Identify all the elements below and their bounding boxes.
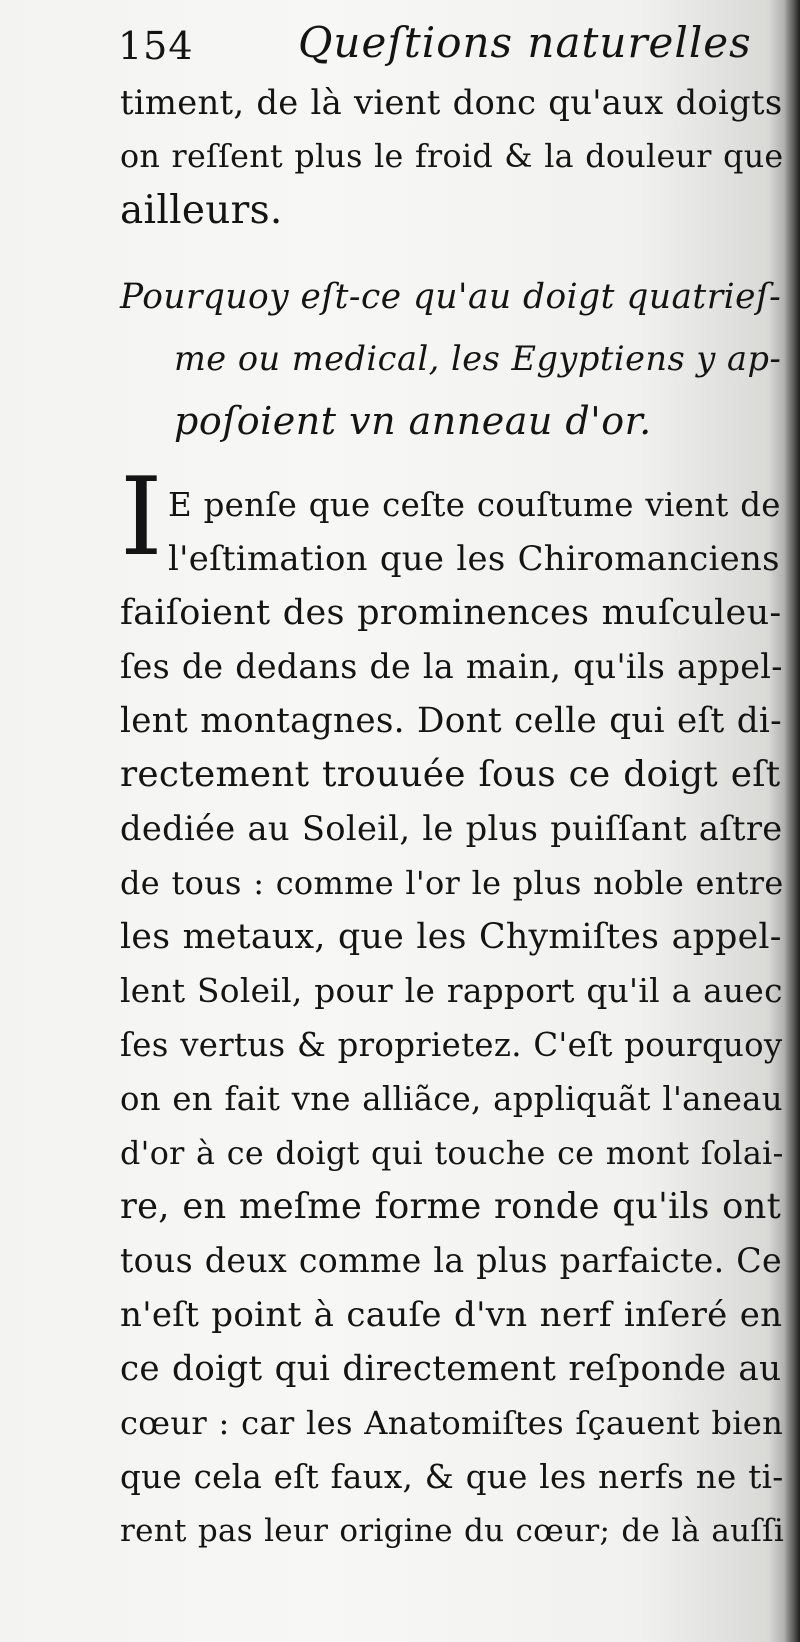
heading-line: me ou medical, les Egyptiens y ap- xyxy=(174,339,782,378)
text-line: faiſoient des prominences muſculeu- xyxy=(120,592,782,633)
text-line: que cela eſt faux, & que les nerfs ne ti- xyxy=(120,1458,784,1496)
body-paragraph xyxy=(120,586,785,1558)
text-line: ailleurs. xyxy=(120,188,283,233)
body-first-lines xyxy=(168,478,781,586)
text-line: rent pas leur origine du cœur; de là auſſi xyxy=(120,1513,785,1549)
text-line: on en fait vne alliãce, appliquãt l'aneau xyxy=(120,1080,783,1118)
text-line: l'eſtimation que les Chiromanciens xyxy=(168,539,780,578)
text-line: ſes vertus & proprietez. C'eſt pourquoy xyxy=(120,1026,783,1064)
heading-line: Pourquoy eſt-ce qu'au doigt quatrieſ- xyxy=(120,277,782,317)
page-number: 154 xyxy=(118,24,194,68)
text-line: ce doigt qui directement reſponde au xyxy=(120,1349,782,1389)
text-line: dediée au Soleil, le plus puiſſant aſtre xyxy=(120,809,783,848)
text-line: de tous : comme l'or le plus noble entre xyxy=(120,864,784,902)
text-line: lent montagnes. Dont celle qui eſt di- xyxy=(120,701,782,741)
section-heading xyxy=(120,266,780,452)
running-title: Queſtions naturelles xyxy=(298,18,752,67)
continued-paragraph xyxy=(120,76,784,238)
text-line: on reſſent plus le froid & la douleur que xyxy=(120,139,784,175)
text-line: cœur : car les Anatomiſtes ſçauent bien xyxy=(120,1404,784,1442)
text-line: E penſe que ceſte couſtume vient de xyxy=(168,486,781,524)
text-line: d'or à ce doigt qui touche ce mont ſolai- xyxy=(120,1134,784,1172)
text-line: tous deux comme la plus parfaicte. Ce xyxy=(120,1241,782,1280)
text-line: les metaux, que les Chymiſtes appel- xyxy=(120,917,782,957)
heading-line: poſoient vn anneau d'or. xyxy=(174,399,652,443)
text-line: ſes de dedans de la main, qu'ils appel- xyxy=(120,647,783,686)
drop-capital: I xyxy=(120,455,163,580)
text-line: timent, de là vient donc qu'aux doigts xyxy=(120,83,783,122)
page-gutter-shadow xyxy=(784,0,800,1642)
text-line: rectement trouuée ſous ce doigt eſt xyxy=(120,754,781,795)
page-header xyxy=(118,14,758,74)
text-line: re, en meſme forme ronde qu'ils ont xyxy=(120,1186,782,1227)
text-line: n'eſt point à cauſe d'vn nerf inſeré en xyxy=(120,1295,783,1335)
text-line: lent Soleil, pour le rapport qu'il a auec xyxy=(120,972,783,1010)
